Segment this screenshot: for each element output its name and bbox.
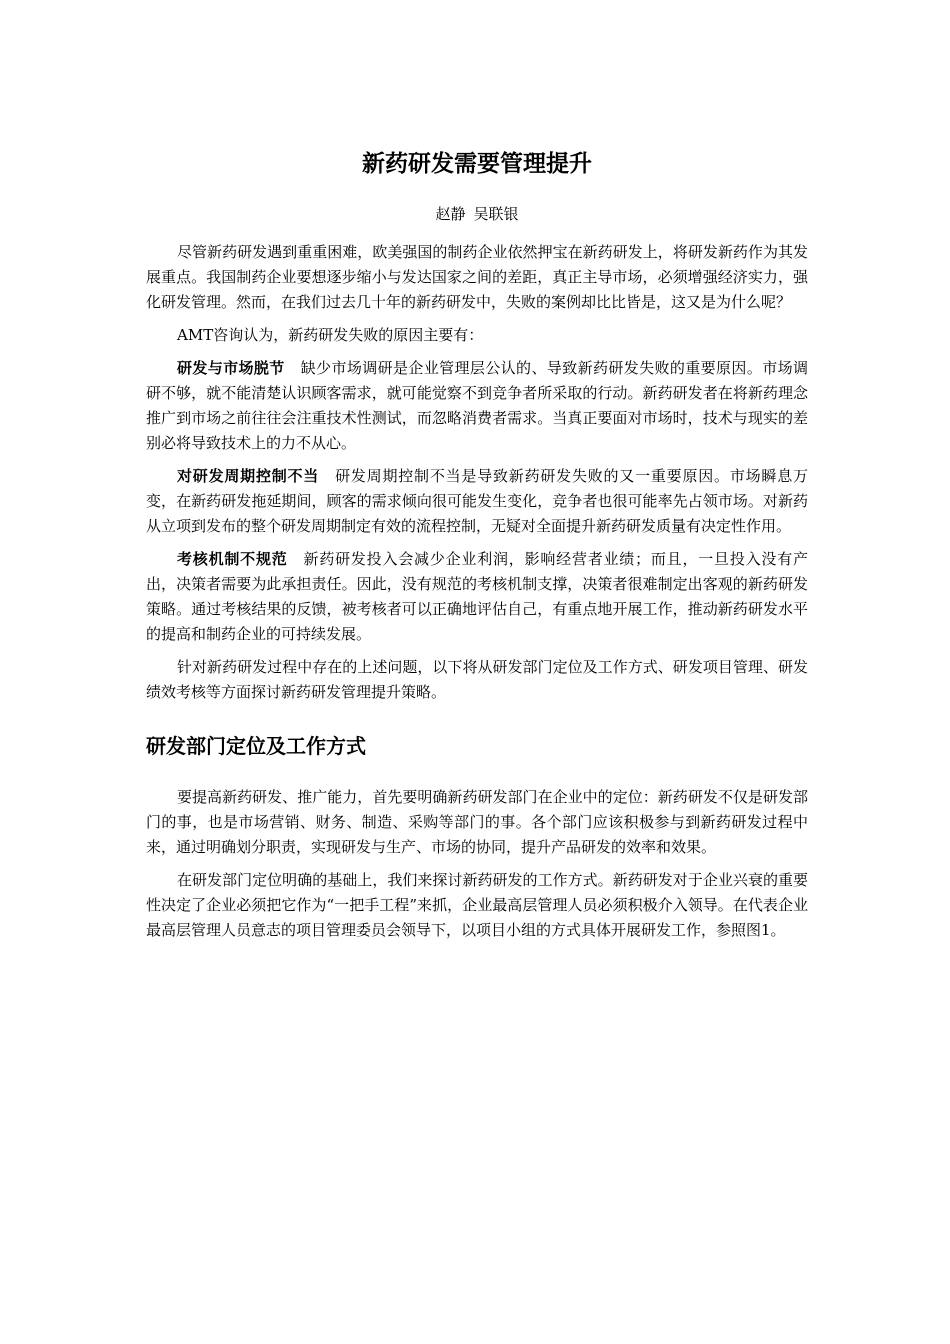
reason-paragraph — [146, 356, 808, 456]
reason-text: 缺少市场调研是企业管理层公认的、导致新药研发失败的重要原因。市场调研不够，就不能清楚认识顾客需求，就可能觉察不到竞争者所采取的行动。新药研发者在将新药理念推广到市场之前往往会注重技术性测试，而忽略消费者需求。当真正要面对市场时，技术与现实的差别必将导致技术上的力不从心。 — [146, 359, 808, 452]
author-name: 吴联银 — [473, 205, 519, 223]
section-paragraph: 在研发部门定位明确的基础上，我们来探讨新药研发的工作方式。新药研发对于企业兴衰的重要性决定了企业必须把它作为“一把手工程”来抓，企业最高层管理人员必须积极介入领导。在代表企业最高层管理人员意志的项目管理委员会领导下，以项目小组的方式具体开展研发工作，参照图1。 — [146, 871, 808, 939]
reason-paragraph — [146, 464, 808, 539]
reason-lead: 对研发周期控制不当 — [177, 467, 320, 485]
intro-paragraph: AMT咨询认为，新药研发失败的原因主要有： — [177, 326, 484, 344]
reason-text: 新药研发投入会减少企业利润，影响经营者业绩；而且，一旦投入没有产出，决策者需要为此承担责任。因此，没有规范的考核机制支撑，决策者很难制定出客观的新药研发策略。通过考核结果的反馈，被考核者可以正确地评估自己，有重点地开展工作，推动新药研发水平的提高和制药企业的可持续发展。 — [146, 550, 808, 643]
section-paragraph: 要提高新药研发、推广能力，首先要明确新药研发部门在企业中的定位：新药研发不仅是研发部门的事，也是市场营销、财务、制造、采购等部门的事。各个部门应该积极参与到新药研发过程中来，通过明确划分职责，实现研发与生产、市场的协同，提升产品研发的效率和效果。 — [146, 788, 808, 856]
intro-paragraph: 尽管新药研发遇到重重困难，欧美强国的制药企业依然押宝在新药研发上，将研发新药作为其发展重点。我国制药企业要想逐步缩小与发达国家之间的差距，真正主导市场，必须增强经济实力，强化研发管理。然而，在我们过去几十年的新药研发中，失败的案例却比比皆是，这又是为什么呢？ — [146, 243, 808, 311]
reason-paragraph — [146, 547, 808, 647]
document-title: 新药研发需要管理提升 — [362, 151, 592, 177]
author-line — [146, 202, 808, 226]
document-body — [146, 146, 808, 943]
author-name: 赵静 — [435, 205, 466, 223]
reason-text: 研发周期控制不当是导致新药研发失败的又一重要原因。市场瞬息万变，在新药研发拖延期间，顾客的需求倾向很可能发生变化，竞争者也很可能率先占领市场。对新药从立项到发布的整个研发周期制定有效的流程控制，无疑对全面提升新药研发质量有决定性作用。 — [146, 467, 808, 535]
reason-lead: 研发与市场脱节 — [177, 359, 285, 377]
reason-lead: 考核机制不规范 — [177, 550, 288, 568]
section-heading: 研发部门定位及工作方式 — [146, 734, 366, 758]
transition-paragraph: 针对新药研发过程中存在的上述问题，以下将从研发部门定位及工作方式、研发项目管理、研发绩效考核等方面探讨新药研发管理提升策略。 — [146, 658, 808, 701]
